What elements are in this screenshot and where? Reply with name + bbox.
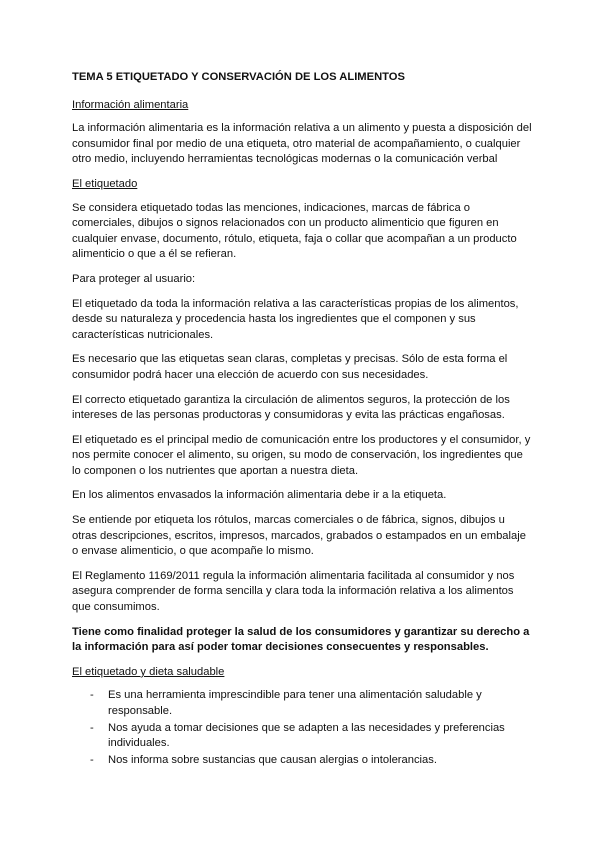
paragraph-correcto-etiquetado: El correcto etiquetado garantiza la circulación de alimentos seguros, la protección de los intereses de las personas productoras y consumidoras y evita las prácticas engañosas. xyxy=(72,393,510,422)
section-heading-dieta-saludable: El etiquetado y dieta saludable xyxy=(72,665,225,678)
list-item xyxy=(72,753,532,769)
bullet-marker: - xyxy=(90,753,94,766)
section-heading-etiquetado: El etiquetado xyxy=(72,177,138,190)
paragraph-definicion-informacion: La información alimentaria es la información relativa a un alimento y puesta a disposición del consumidor final por medio de una etiqueta, otro material de acompañamiento, o cualquier otro medio, incluyendo herramientas tecnológicas modernas o la comunicación verbal xyxy=(72,122,532,166)
list-item-text: Es una herramienta imprescindible para tener una alimentación saludable y responsable. xyxy=(108,689,482,717)
paragraph-finalidad: Tiene como finalidad proteger la salud de los consumidores y garantizar su derecho a la información para así poder tomar decisiones consecuentes y responsables. xyxy=(72,625,530,654)
section-heading-informacion-alimentaria: Información alimentaria xyxy=(72,98,189,111)
paragraph-definicion-etiqueta: Se entiende por etiqueta los rótulos, marcas comerciales o de fábrica, signos, dibujos u otras descripciones, escritos, impresos, marcados, grabados o estampados en un embalaje o envase alimenticio, o que acompañe lo mismo. xyxy=(72,514,526,558)
bullet-marker: - xyxy=(90,721,94,734)
list-item-text: Nos ayuda a tomar decisiones que se adapten a las necesidades y preferencias individuales. xyxy=(108,721,505,750)
paragraph-reglamento: El Reglamento 1169/2011 regula la información alimentaria facilitada al consumidor y nos asegura comprender de forma sencilla y clara toda la información relativa a los alimentos que consumimos. xyxy=(72,569,515,614)
paragraph-alimentos-envasados: En los alimentos envasados la información alimentaria debe ir a la etiqueta. xyxy=(72,489,447,502)
paragraph-medio-comunicacion: El etiquetado es el principal medio de comunicación entre los productores y el consumidor, y nos permite conocer el alimento, su origen, su modo de conservación, los ingredientes que lo componen o los nutrientes que aportan a nuestra dieta. xyxy=(72,433,531,477)
document-title: TEMA 5 ETIQUETADO Y CONSERVACIÓN DE LOS ALIMENTOS xyxy=(72,71,405,83)
bullet-list xyxy=(72,688,532,768)
bullet-marker: - xyxy=(90,689,94,702)
list-item xyxy=(72,688,532,719)
paragraph-etiquetas-claras: Es necesario que las etiquetas sean claras, completas y precisas. Sólo de esta forma el consumidor podrá hacer una elección de acuerdo con sus necesidades. xyxy=(72,353,508,381)
list-item xyxy=(72,721,532,752)
paragraph-definicion-etiquetado: Se considera etiquetado todas las menciones, indicaciones, marcas de fábrica o comerciales, dibujos o signos relacionados con un producto alimenticio que figuren en cualquier envase, documento, rótulo, etiqueta, faja o collar que acompañan a un producto alimenticio o que a él se refieran. xyxy=(72,201,517,261)
paragraph-informacion-relativa: El etiquetado da toda la información relativa a las características propias de los alimentos, desde su naturaleza y procedencia hasta los ingredientes que el componen y sus características nutricionales. xyxy=(72,297,519,341)
document-page xyxy=(72,70,532,769)
paragraph-proteger-usuario: Para proteger al usuario: xyxy=(72,272,196,285)
list-item-text: Nos informa sobre sustancias que causan alergias o intolerancias. xyxy=(108,753,437,766)
